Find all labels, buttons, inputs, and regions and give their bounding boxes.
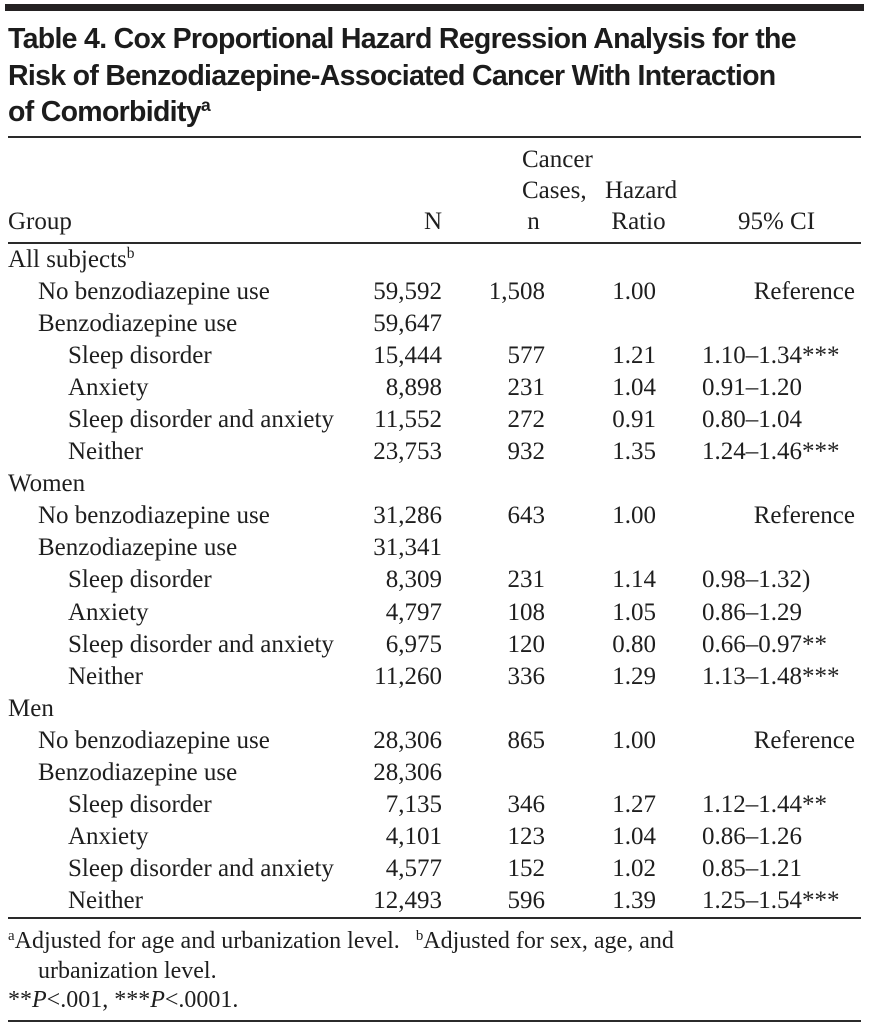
table-row [8, 789, 861, 821]
title-line-1: Table 4. Cox Proportional Hazard Regression Analysis for the [8, 23, 796, 55]
group-cell: Sleep disorder and anxiety [68, 405, 334, 433]
section-label: Men [8, 694, 54, 722]
section-header-row [8, 243, 861, 276]
table-row [8, 725, 861, 757]
group-cell: Benzodiazepine use [38, 309, 238, 337]
pvalue-threshold-1: <.001, [46, 987, 115, 1014]
group-cell: Sleep disorder and anxiety [68, 855, 334, 883]
group-cell: No benzodiazepine use [38, 502, 270, 530]
table-row [8, 821, 861, 853]
ci-cell: Reference [753, 726, 855, 754]
cancer-cases-cell [442, 308, 545, 340]
cancer-cases-cell: 596 [507, 887, 545, 915]
n-cell: 4,577 [385, 855, 442, 883]
table-row [8, 885, 861, 917]
col-header-cases-line2: Cases, [522, 176, 587, 204]
n-cell: 4,101 [385, 823, 442, 851]
pvalue-threshold-2: <.0001. [164, 987, 239, 1014]
title-footnote-marker: a [200, 95, 210, 116]
n-cell: 4,797 [385, 598, 442, 626]
hazard-ratio-cell: 0.91 [612, 405, 656, 433]
table-row [8, 308, 861, 340]
pvalue-stars-3: *** [114, 987, 151, 1014]
hazard-ratio-cell: 1.14 [612, 566, 656, 594]
n-cell: 59,592 [373, 277, 442, 305]
col-header-cancer-cases [442, 138, 593, 243]
table-row [8, 276, 861, 308]
cox-regression-table [8, 138, 861, 918]
table-row [8, 564, 861, 596]
group-cell: Anxiety [68, 823, 149, 851]
group-cell: Sleep disorder [68, 791, 212, 819]
cancer-cases-cell: 108 [507, 598, 545, 626]
ci-cell [672, 532, 861, 564]
n-cell: 8,309 [385, 566, 442, 594]
hazard-ratio-cell: 1.35 [612, 438, 656, 466]
ci-cell: 0.86–1.26 [702, 823, 802, 851]
group-cell: Sleep disorder [68, 341, 212, 369]
table-row [8, 629, 861, 661]
footnote-b-text-line1: Adjusted for sex, age, and [423, 928, 674, 955]
hazard-ratio-cell: 1.04 [612, 373, 656, 401]
footnote-ab-line1 [8, 927, 861, 957]
cancer-cases-cell: 120 [507, 630, 545, 658]
col-header-ci [672, 138, 861, 243]
section-label: All subjects$^b$ [8, 244, 135, 273]
ci-cell: 1.10–1.34*** [702, 341, 840, 369]
footnote-a-marker: a [8, 928, 15, 945]
hazard-ratio-cell: 0.80 [612, 630, 656, 658]
ci-cell: 0.80–1.04 [702, 405, 802, 433]
table-row [8, 853, 861, 885]
ci-cell: 1.12–1.44** [702, 791, 827, 819]
section-label: Women [8, 470, 86, 498]
n-cell: 11,552 [374, 405, 442, 433]
pvalue-stars-2: ** [8, 987, 32, 1014]
n-cell: 6,975 [385, 630, 442, 658]
cancer-cases-cell: 272 [507, 405, 545, 433]
ci-cell: 0.91–1.20 [702, 373, 802, 401]
ci-cell: 0.85–1.21 [702, 855, 802, 883]
n-cell: 7,135 [385, 791, 442, 819]
footnote-a-text: Adjusted for age and urbanization level. [14, 928, 400, 955]
table-row [8, 532, 861, 564]
cancer-cases-cell: 231 [507, 566, 545, 594]
n-cell: 12,493 [373, 887, 442, 915]
ci-cell: 1.13–1.48*** [702, 662, 840, 690]
cancer-cases-cell [442, 532, 545, 564]
group-cell: Sleep disorder and anxiety [68, 630, 334, 658]
pvalue-symbol-2: P [150, 987, 165, 1014]
hazard-ratio-cell [545, 308, 672, 340]
footnotes [8, 919, 861, 1016]
hazard-ratio-cell: 1.29 [612, 662, 656, 690]
table-body [8, 243, 861, 918]
title-line-3-text: of Comorbidity [8, 96, 201, 128]
section-header-row [8, 693, 861, 725]
bottom-rule [8, 1020, 861, 1022]
group-cell: No benzodiazepine use [38, 277, 270, 305]
n-cell: 31,286 [373, 502, 442, 530]
cancer-cases-cell: 123 [507, 823, 545, 851]
hazard-ratio-cell [545, 532, 672, 564]
col-header-cases-line1: Cancer [522, 145, 593, 173]
cancer-cases-cell: 865 [507, 726, 545, 754]
table-row [8, 597, 861, 629]
col-header-cases-line3: n [527, 207, 540, 235]
group-cell: Neither [68, 662, 143, 690]
ci-cell: 1.24–1.46*** [702, 438, 840, 466]
cancer-cases-cell: 643 [507, 502, 545, 530]
cancer-cases-cell: 932 [507, 438, 545, 466]
group-cell: Anxiety [68, 373, 149, 401]
table-row [8, 757, 861, 789]
n-cell: 28,306 [373, 759, 442, 786]
hazard-ratio-cell: 1.05 [612, 598, 656, 626]
n-cell: 28,306 [373, 726, 442, 754]
n-cell: 23,753 [373, 438, 442, 466]
group-cell: Anxiety [68, 598, 149, 626]
n-cell: 8,898 [385, 373, 442, 401]
table-header [8, 138, 861, 243]
hazard-ratio-cell: 1.21 [612, 341, 656, 369]
hazard-ratio-cell: 1.00 [612, 726, 656, 754]
ci-cell: 1.25–1.54*** [702, 887, 840, 915]
hazard-ratio-cell: 1.39 [612, 887, 656, 915]
ci-cell: 0.86–1.29 [702, 598, 802, 626]
cancer-cases-cell: 336 [507, 662, 545, 690]
col-header-hr-line1: Hazard [605, 176, 678, 204]
header-row [8, 138, 861, 243]
top-rule-bar [5, 4, 864, 11]
col-header-group-label: Group [8, 207, 72, 235]
hazard-ratio-cell: 1.02 [612, 855, 656, 883]
cancer-cases-cell: 152 [507, 855, 545, 883]
pvalue-symbol-1: P [32, 987, 47, 1014]
title-line-2: Risk of Benzodiazepine-Associated Cancer With Interaction [8, 59, 776, 92]
n-cell: 31,341 [373, 534, 442, 562]
ci-cell [672, 757, 861, 789]
hazard-ratio-cell: 1.00 [612, 502, 656, 530]
table-row [8, 436, 861, 468]
section-header-row [8, 468, 861, 500]
table-row [8, 404, 861, 436]
hazard-ratio-cell: 1.27 [612, 791, 656, 819]
group-cell: Neither [68, 887, 143, 915]
n-cell: 11,260 [374, 662, 442, 690]
table-row [8, 372, 861, 404]
col-header-ci-label: 95% CI [737, 207, 816, 235]
col-header-group [8, 138, 362, 243]
footnote-b-text-line2: urbanization level. [38, 957, 217, 984]
hazard-ratio-cell: 1.04 [612, 823, 656, 851]
cancer-cases-cell [442, 757, 545, 789]
footnote-b-marker: b [415, 928, 424, 945]
n-cell: 59,647 [373, 309, 442, 337]
table-row [8, 340, 861, 372]
ci-cell [672, 308, 861, 340]
table-row [8, 500, 861, 532]
col-header-n [362, 138, 442, 243]
ci-cell: 0.66–0.97** [702, 630, 827, 658]
title-line-3 [8, 94, 861, 131]
n-cell: 15,444 [373, 341, 442, 369]
cancer-cases-cell: 231 [507, 373, 545, 401]
group-cell: Sleep disorder [68, 566, 212, 594]
cancer-cases-cell: 1,508 [488, 277, 545, 305]
footnote-pvalues [8, 986, 861, 1016]
cancer-cases-cell: 577 [507, 341, 545, 369]
table-row [8, 661, 861, 693]
group-cell: Benzodiazepine use [38, 759, 238, 786]
col-header-n-label: N [423, 207, 442, 235]
cancer-cases-cell: 346 [507, 791, 545, 819]
col-header-hr-line2: Ratio [611, 207, 666, 235]
table-title [8, 21, 861, 131]
group-cell: Neither [68, 438, 143, 466]
hazard-ratio-cell [545, 757, 672, 789]
paper-table-figure [0, 4, 869, 1022]
group-cell: No benzodiazepine use [38, 726, 270, 754]
hazard-ratio-cell: 1.00 [612, 277, 656, 305]
ci-cell: Reference [753, 277, 855, 305]
section-footnote-marker: b [126, 244, 135, 262]
ci-cell: 0.98–1.32) [702, 566, 811, 594]
group-cell: Benzodiazepine use [38, 534, 238, 562]
ci-cell: Reference [753, 502, 855, 530]
